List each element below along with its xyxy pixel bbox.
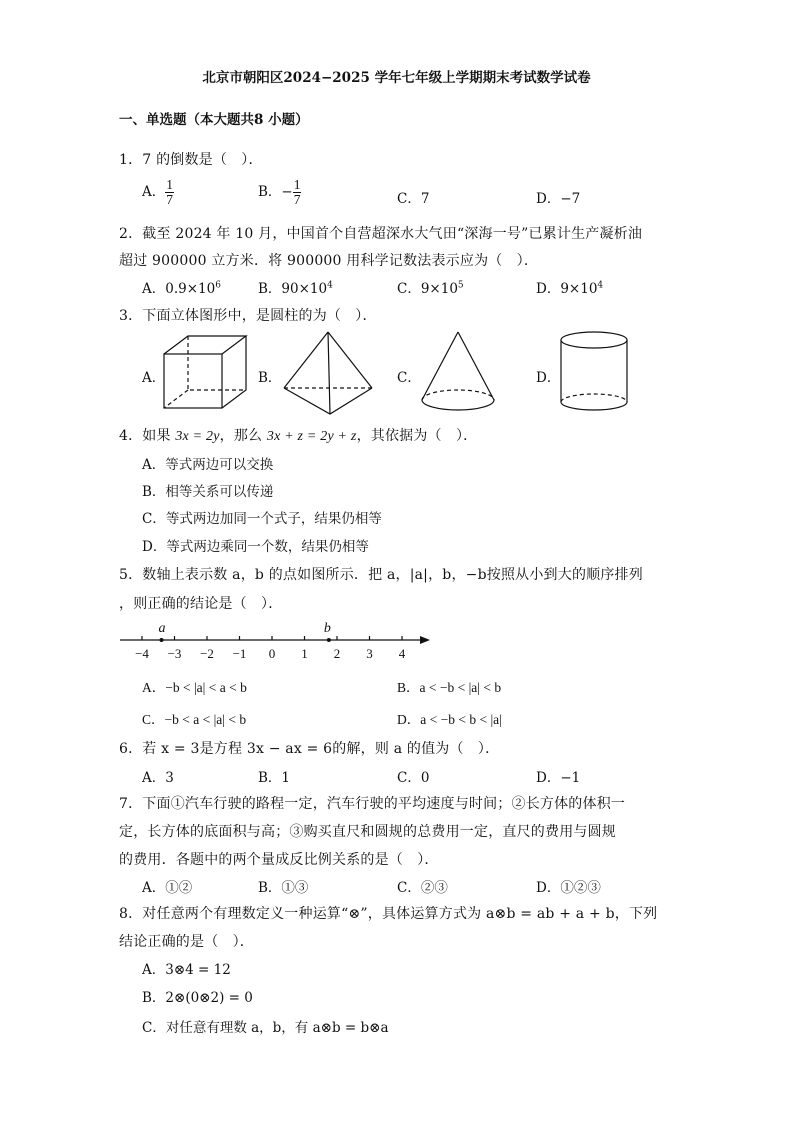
q4-stem-suffix: ，其依据为（ ）． (356, 428, 478, 444)
q1-option-a-fraction (165, 178, 174, 207)
cube-figure (160, 332, 252, 412)
pyramid-base-front (284, 388, 372, 414)
cylinder-base-back (561, 394, 627, 402)
q5-option-a[interactable]: A．−b < |a| < a < b (142, 680, 247, 695)
question-7-line-1: 7．下面①汽车行驶的路程一定，汽车行驶的平均速度与时间；②长方体的体积一 (119, 796, 626, 812)
point-b-dot (327, 638, 331, 642)
q6-option-a[interactable]: A．3 (142, 770, 174, 786)
q1-option-b-label: B．− (258, 184, 293, 200)
q1-a-numerator: 1 (166, 177, 173, 192)
q3-option-d-label[interactable]: D． (536, 370, 561, 386)
question-5-line-2: ，则正确的结论是（ ）． (119, 596, 283, 612)
pyramid-edge-right (328, 332, 372, 388)
question-7-line-3: 的费用．各题中的两个量成反比例关系的是（ ）． (119, 852, 439, 868)
point-a-dot (160, 638, 164, 642)
q8-option-b[interactable]: B．2⊗(0⊗2) = 0 (142, 990, 253, 1006)
q2-b-exponent: 4 (327, 280, 333, 291)
question-3-stem: 3．下面立体图形中，是圆柱的为（ ）． (119, 308, 377, 324)
section-heading: 一、单选题（本大题共8 小题） (119, 112, 309, 128)
cone-base-back (422, 390, 494, 400)
q1-option-d[interactable]: D．−7 (536, 191, 581, 207)
point-a-label: a (158, 621, 166, 636)
number-line-tick-label: −2 (200, 646, 214, 661)
q4-option-d[interactable]: D．等式两边乘同一个数，结果仍相等 (142, 539, 369, 555)
q1-option-b-fraction (293, 178, 302, 207)
q1-option-c[interactable]: C．7 (397, 191, 430, 207)
q1-option-b[interactable] (258, 178, 301, 207)
cone-base-front (422, 400, 494, 410)
question-6-stem: 6．若 x = 3是方程 3x − ax = 6的解，则 a 的值为（ ）． (119, 741, 500, 757)
pyramid-figure (280, 330, 376, 416)
q4-equation-2: 3x + z = 2y + z (266, 429, 357, 444)
q5-option-d[interactable]: D．a < −b < b < |a| (397, 712, 502, 727)
number-line-arrow (420, 636, 430, 644)
q4-equation-1: 3x = 2y (175, 429, 220, 444)
cube-top-face (164, 336, 246, 354)
q6-option-b[interactable]: B．1 (258, 770, 291, 786)
point-b-label: b (323, 621, 331, 636)
question-8-line-1: 8．对任意两个有理数定义一种运算“⊗”，具体运算方式为 a⊗b = ab + a + b，下列 (119, 906, 658, 922)
q6-option-c[interactable]: C．0 (397, 770, 430, 786)
number-line-tick-label: 1 (301, 646, 308, 661)
cube-hidden-edges (188, 336, 246, 390)
number-line-tick-label: −3 (167, 646, 182, 661)
q6-option-d[interactable]: D．−1 (536, 770, 581, 786)
cone-side-left (422, 332, 458, 400)
q2-option-c[interactable] (397, 277, 464, 297)
q2-c-exponent: 5 (457, 280, 464, 291)
q1-b-denominator: 7 (293, 192, 301, 207)
q7-option-d[interactable]: D．①②③ (536, 880, 601, 896)
q3-option-c-label[interactable]: C． (397, 370, 421, 386)
q4-option-a[interactable]: A．等式两边可以交换 (142, 457, 274, 473)
q5-option-c[interactable]: C．−b < a < |a| < b (142, 712, 247, 727)
question-4-stem (119, 425, 477, 445)
q2-b-base: B．90×10 (258, 281, 328, 297)
q1-option-a-label: A． (142, 184, 166, 200)
question-2-line-1: 2．截至 2024 年 10 月，中国首个自营超深水大气田“深海一号”已累计生产凝析油 (119, 226, 643, 242)
q1-option-a[interactable] (142, 178, 174, 207)
q2-d-base: D．9×10 (536, 281, 598, 297)
q7-option-a[interactable]: A．①② (142, 880, 193, 896)
number-line-tick-label: 4 (398, 646, 406, 661)
number-line-tick-label: 2 (333, 646, 341, 661)
cube-hidden-diagonal (164, 390, 188, 408)
number-line-tick-label: 0 (268, 646, 276, 661)
number-line (116, 618, 436, 662)
q4-option-c[interactable]: C．等式两边加同一个式子，结果仍相等 (142, 511, 382, 527)
q7-option-c[interactable]: C．②③ (397, 880, 448, 896)
question-1-stem: 1．7 的倒数是（ ）． (119, 152, 263, 168)
cone-figure (418, 330, 498, 416)
number-line-tick-label: 3 (366, 646, 373, 661)
q2-d-exponent: 4 (597, 280, 604, 291)
q5-option-b[interactable]: B．a < −b < |a| < b (397, 680, 502, 695)
q3-option-b-label[interactable]: B． (258, 370, 282, 386)
q4-option-b[interactable]: B．相等关系可以传递 (142, 484, 274, 500)
number-line-tick-label: −1 (232, 646, 247, 661)
question-8-line-2: 结论正确的是（ ）． (119, 934, 254, 950)
cylinder-figure (556, 330, 632, 414)
question-7-line-2: 定，长方体的底面积与高；③购买直尺和圆规的总费用一定，直尺的费用与圆规 (119, 824, 616, 840)
q2-option-d[interactable] (536, 277, 603, 297)
q2-c-base: C．9×10 (397, 281, 458, 297)
q1-b-numerator: 1 (293, 177, 301, 192)
q2-a-base: A．0.9×10 (142, 281, 216, 297)
q4-stem-prefix: 4．如果 (119, 428, 176, 444)
question-2-line-2: 超过 900000 立方米．将 900000 用科学记数法表示应为（ ）． (119, 253, 539, 269)
q8-option-a[interactable]: A．3⊗4 = 12 (142, 962, 231, 978)
q2-a-exponent: 6 (215, 280, 221, 291)
number-line-tick-label: −4 (135, 646, 149, 661)
page-title: 北京市朝阳区2024−2025 学年七年级上学期期末考试数学试卷 (202, 70, 591, 86)
q2-option-a[interactable] (142, 277, 221, 297)
cylinder-top (561, 332, 627, 348)
question-5-line-1: 5．数轴上表示数 a，b 的点如图所示．把 a，|a|，b，−b按照从小到大的顺序排列 (119, 567, 643, 583)
pyramid-edge-front (328, 332, 330, 414)
q4-stem-middle: ，那么 (219, 428, 267, 444)
cylinder-base-front (561, 402, 627, 410)
q3-option-a-label[interactable]: A． (142, 370, 166, 386)
cube-right-edge (222, 336, 246, 408)
q7-option-b[interactable]: B．①③ (258, 880, 309, 896)
pyramid-edge-left (284, 332, 328, 388)
q2-option-b[interactable] (258, 277, 333, 297)
cube-front-face (164, 354, 222, 408)
q1-a-denominator: 7 (166, 192, 173, 207)
q8-option-c[interactable]: C．对任意有理数 a，b，有 a⊗b = b⊗a (142, 1020, 389, 1036)
